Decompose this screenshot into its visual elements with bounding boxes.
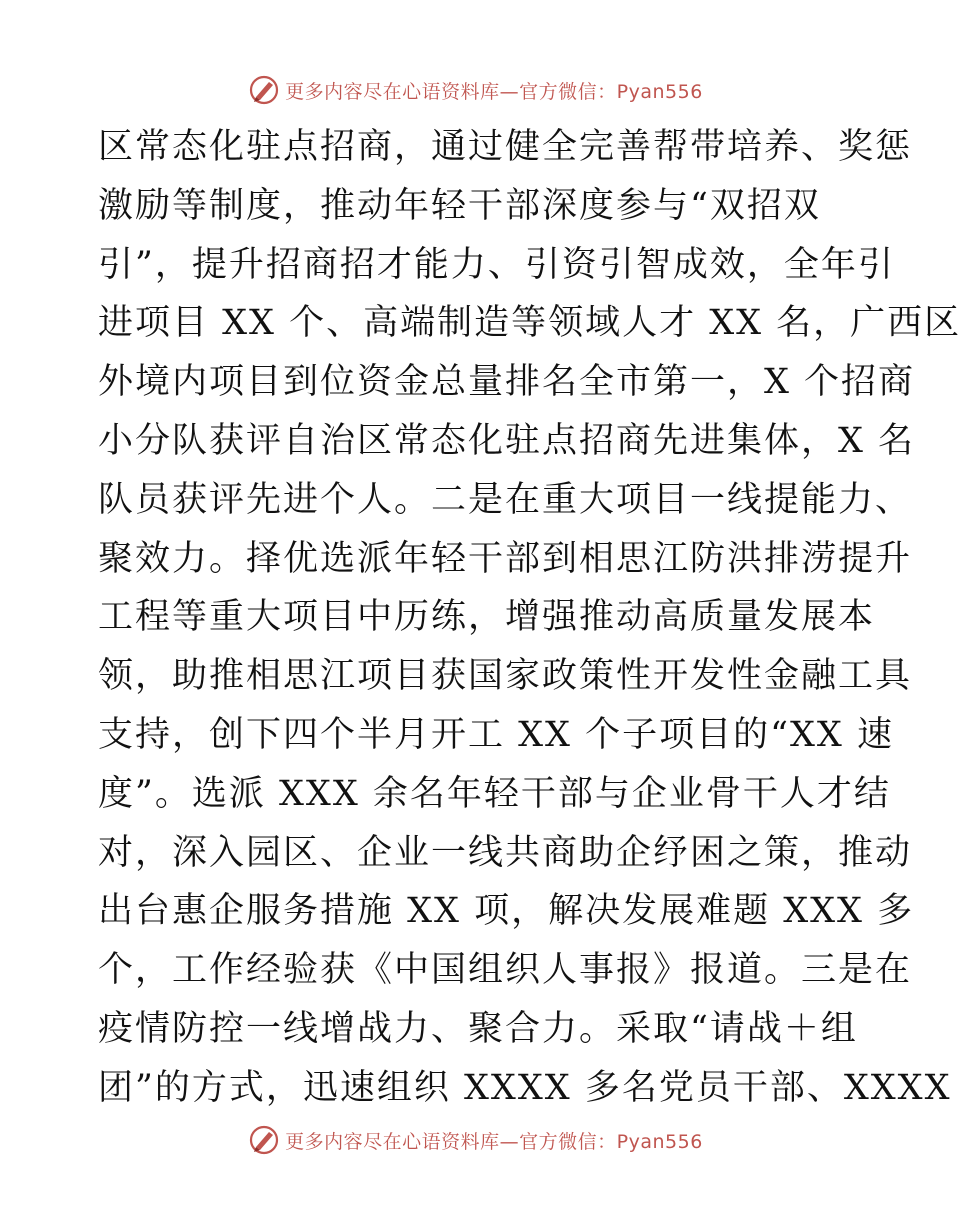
text-line: 聚效力。择优选派年轻干部到相思江防洪排涝提升	[98, 538, 913, 579]
text-line: 度”。选派 XXX 余名年轻干部与企业骨干人才结	[98, 773, 891, 814]
pen-logo-icon	[247, 73, 281, 107]
text-line: 工程等重大项目中历练，增强推动高质量发展本	[98, 597, 876, 638]
document-body	[98, 118, 961, 1118]
text-line: 支持，创下四个半月开工 XX 个子项目的“XX 速	[98, 714, 894, 755]
banner-text: 更多内容尽在心语资料库—官方微信：Pyan556	[285, 80, 703, 103]
text-line: 引”，提升招商招才能力、引资引智成效，全年引	[98, 244, 895, 285]
text-line: 领，助推相思江项目获国家政策性开发性金融工具	[98, 656, 913, 697]
text-line: 外境内项目到位资金总量排名全市第一，X 个招商	[98, 362, 916, 403]
text-line: 队员获评先进个人。二是在重大项目一线提能力、	[98, 479, 913, 520]
text-line: 疫情防控一线增战力、聚合力。采取“请战＋组	[98, 1008, 858, 1049]
footer-banner	[0, 1120, 950, 1160]
text-line: 对，深入园区、企业一线共商助企纾困之策，推动	[98, 832, 913, 873]
text-line: 出台惠企服务措施 XX 项，解决发展难题 XXX 多	[98, 891, 915, 932]
header-banner	[0, 70, 950, 110]
banner-text: 更多内容尽在心语资料库—官方微信：Pyan556	[285, 1130, 703, 1153]
pen-logo-icon	[247, 1123, 281, 1157]
text-line: 区常态化驻点招商，通过健全完善帮带培养、奖惩	[98, 127, 913, 167]
text-line: 进项目 XX 个、高端制造等领域人才 XX 名，广西区	[98, 303, 961, 344]
text-line: 个，工作经验获《中国组织人事报》报道。三是在	[98, 950, 913, 991]
text-line: 激励等制度，推动年轻干部深度参与“双招双	[98, 185, 821, 226]
text-line: 团”的方式，迅速组织 XXXX 多名党员干部、XXXX	[98, 1067, 952, 1108]
text-line: 小分队获评自治区常态化驻点招商先进集体，X 名	[98, 420, 916, 461]
